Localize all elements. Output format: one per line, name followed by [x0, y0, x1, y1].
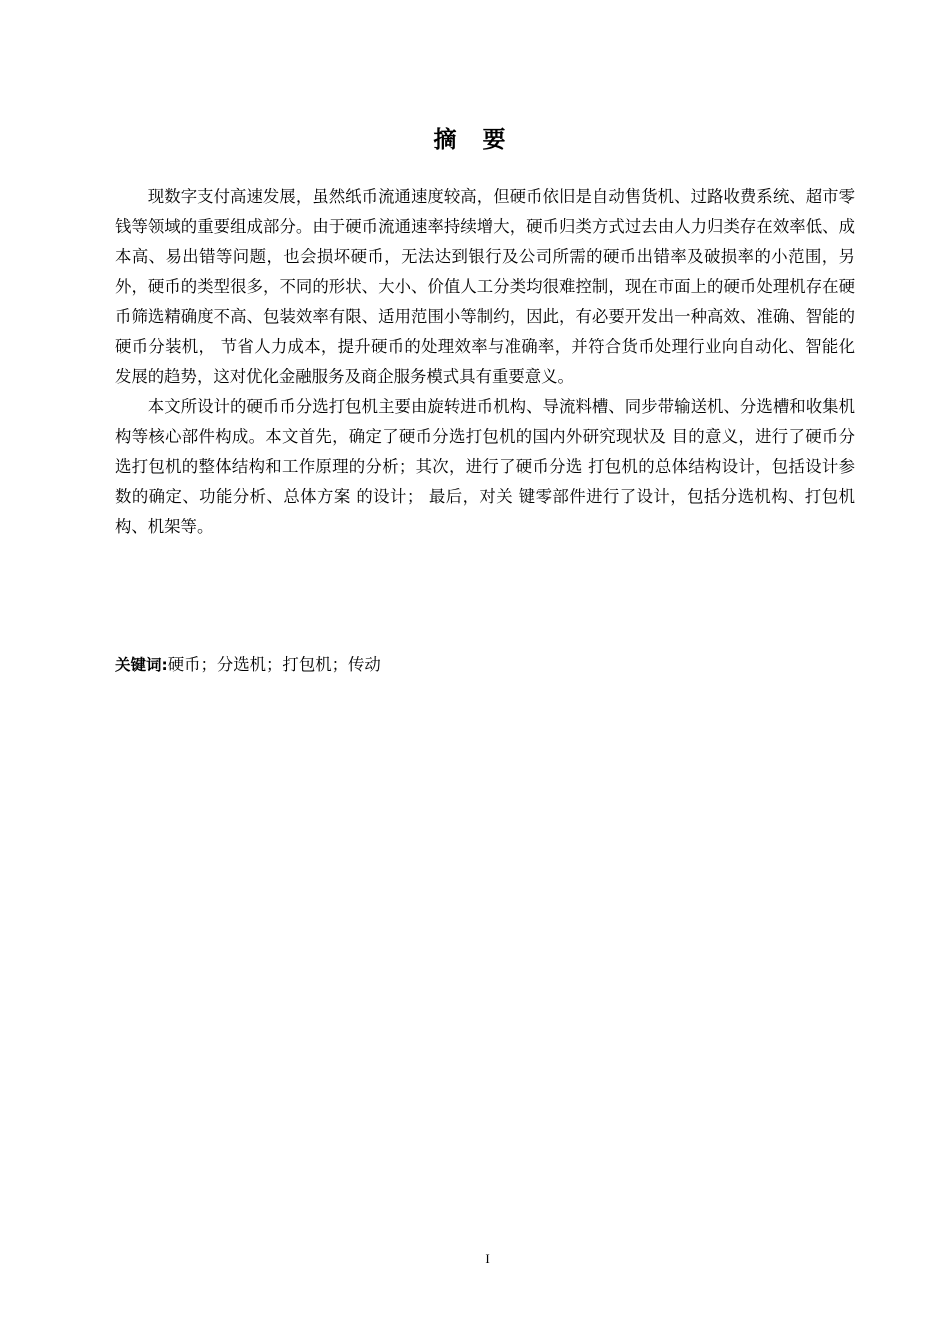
- keywords-line: [115, 650, 855, 680]
- keywords-label: 关键词:: [115, 656, 168, 674]
- abstract-title: 摘要: [433, 127, 532, 153]
- abstract-paragraph-2: 本文所设计的硬币币分选打包机主要由旋转进币机构、导流料槽、同步带输送机、分选槽和收集机构等核心部件构成。本文首先，确定了硬币分选打包机的国内外研究现状及 目的意义，进行了硬币分选打包机的整体结构和工作原理的分析；其次，进行了硬币分选 打包机的总体结构设计，包括设计参数的确定、功能分析、总体方案 的设计； 最后，对关 键零部件进行了设计，包括分选机构、打包机构、机架等。: [115, 397, 855, 536]
- abstract-paragraph-1: 现数字支付高速发展，虽然纸币流通速度较高，但硬币依旧是自动售货机、过路收费系统、超市零钱等领域的重要组成部分。由于硬币流通速率持续增大，硬币归类方式过去由人力归类存在效率低、成本高、易出错等问题，也会损坏硬币，无法达到银行及公司所需的硬币出错率及破损率的小范围，另外，硬币的类型很多，不同的形状、大小、价值人工分类均很难控制，现在市面上的硬币处理机存在硬币筛选精确度不高、包装效率有限、适用范围小等制约，因此，有必要开发出一种高效、准确、智能的硬币分装机， 节省人力成本，提升硬币的处理效率与准确率，并符合货币处理行业向自动化、智能化发展的趋势，这对优化金融服务及商企服务模式具有重要意义。: [115, 187, 855, 386]
- keywords-text: 硬币；分选机；打包机；传动: [167, 655, 381, 674]
- page-number: I: [485, 1251, 490, 1266]
- abstract-body: [115, 182, 855, 542]
